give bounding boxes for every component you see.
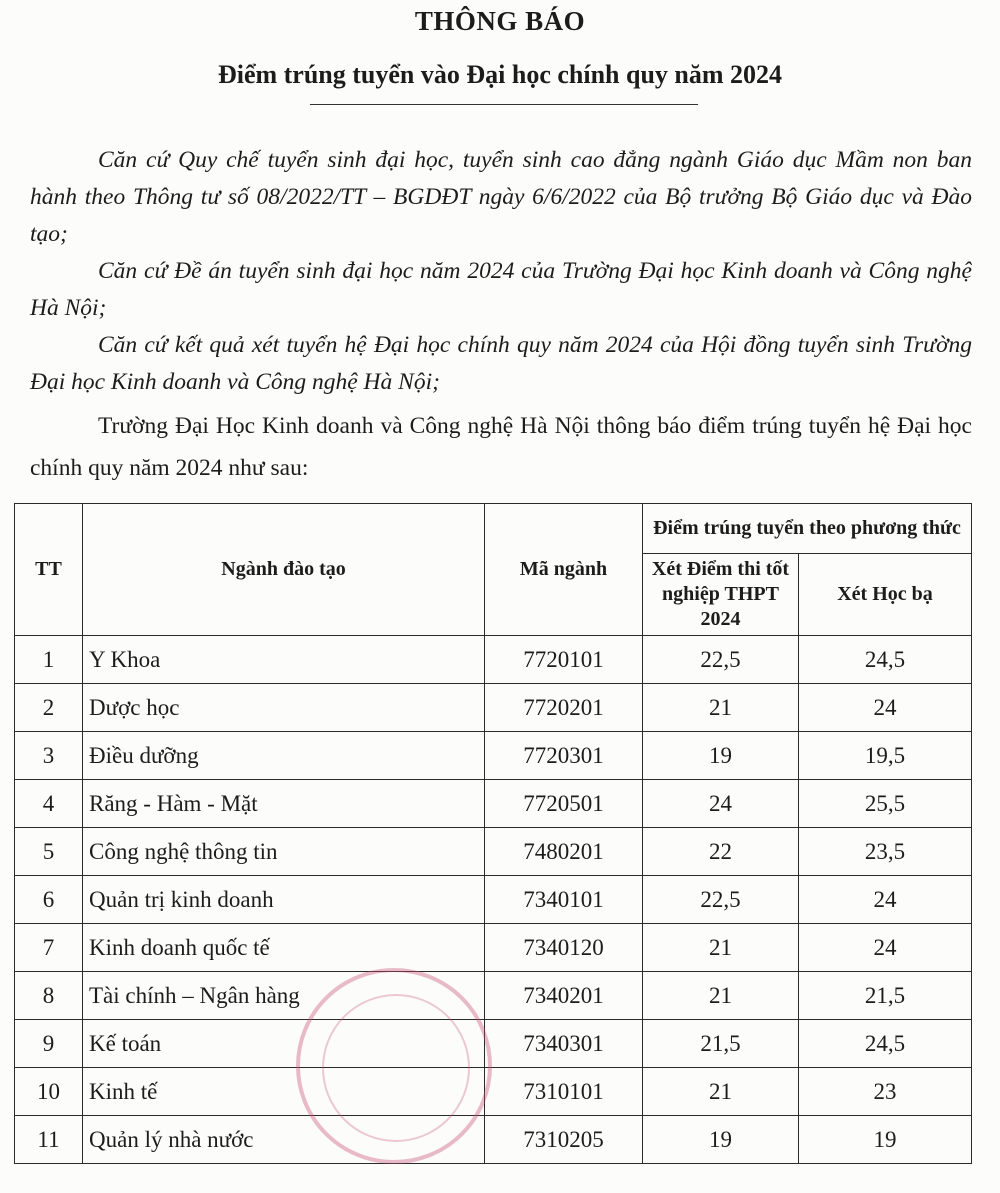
row-thpt-score: 21 — [643, 924, 799, 972]
row-hocba-score: 23 — [799, 1068, 972, 1116]
row-major-name: Kinh tế — [83, 1068, 485, 1116]
row-thpt-score: 19 — [643, 732, 799, 780]
row-number: 10 — [15, 1068, 83, 1116]
table-row — [15, 1116, 972, 1164]
row-hocba-score: 23,5 — [799, 828, 972, 876]
table-row — [15, 636, 972, 684]
row-hocba-score: 24 — [799, 876, 972, 924]
row-number: 9 — [15, 1020, 83, 1068]
announcement-paragraph: Trường Đại Học Kinh doanh và Công nghệ Hà Nội thông báo điểm trúng tuyển hệ Đại học chính quy năm 2024 như sau: — [30, 413, 972, 481]
row-major-name: Tài chính – Ngân hàng — [83, 972, 485, 1020]
table-row — [15, 876, 972, 924]
row-number: 6 — [15, 876, 83, 924]
header-tt: TT — [15, 504, 83, 636]
row-major-code: 7340120 — [485, 924, 643, 972]
row-number: 11 — [15, 1116, 83, 1164]
row-hocba-score: 24,5 — [799, 636, 972, 684]
table-row — [15, 732, 972, 780]
seal-inner-ring — [322, 994, 470, 1142]
basis-paragraph-2: Căn cứ Đề án tuyển sinh đại học năm 2024 của Trường Đại học Kinh doanh và Công nghệ Hà Nội; — [30, 258, 972, 321]
row-major-name: Quản trị kinh doanh — [83, 876, 485, 924]
row-major-code: 7720501 — [485, 780, 643, 828]
row-number: 2 — [15, 684, 83, 732]
row-major-code: 7340301 — [485, 1020, 643, 1068]
row-major-name: Điều dưỡng — [83, 732, 485, 780]
row-major-name: Răng - Hàm - Mặt — [83, 780, 485, 828]
basis-paragraph-1: Căn cứ Quy chế tuyển sinh đại học, tuyển sinh cao đẳng ngành Giáo dục Mầm non ban hành theo Thông tư số 08/2022/TT – BGDĐT ngày 6/6/2022 của Bộ trưởng Bộ Giáo dục và Đào tạo; — [30, 147, 972, 247]
row-number: 3 — [15, 732, 83, 780]
row-major-code: 7720301 — [485, 732, 643, 780]
row-major-name: Dược học — [83, 684, 485, 732]
notice-title: THÔNG BÁO — [414, 6, 586, 36]
row-hocba-score: 24 — [799, 684, 972, 732]
basis-paragraph-3: Căn cứ kết quả xét tuyển hệ Đại học chính quy năm 2024 của Hội đồng tuyển sinh Trường Đại học Kinh doanh và Công nghệ Hà Nội; — [30, 332, 972, 395]
admission-scores-table — [14, 503, 972, 1164]
title-underline — [310, 104, 698, 105]
row-major-name: Y Khoa — [83, 636, 485, 684]
university-seal — [296, 968, 492, 1164]
header-thpt: Xét Điểm thi tốt nghiệp THPT 2024 — [643, 554, 799, 636]
header-score-group: Điểm trúng tuyển theo phương thức — [643, 504, 972, 554]
row-number: 8 — [15, 972, 83, 1020]
table-row — [15, 1068, 972, 1116]
row-thpt-score: 19 — [643, 1116, 799, 1164]
row-major-code: 7720201 — [485, 684, 643, 732]
row-major-name: Kế toán — [83, 1020, 485, 1068]
row-hocba-score: 25,5 — [799, 780, 972, 828]
table-row — [15, 684, 972, 732]
row-thpt-score: 21 — [643, 684, 799, 732]
row-major-code: 7340201 — [485, 972, 643, 1020]
table-row — [15, 924, 972, 972]
row-hocba-score: 24 — [799, 924, 972, 972]
row-major-code: 7480201 — [485, 828, 643, 876]
table-body — [15, 636, 972, 1164]
row-major-name: Quản lý nhà nước — [83, 1116, 485, 1164]
row-thpt-score: 22,5 — [643, 636, 799, 684]
row-hocba-score: 19 — [799, 1116, 972, 1164]
row-thpt-score: 22,5 — [643, 876, 799, 924]
row-thpt-score: 22 — [643, 828, 799, 876]
row-number: 1 — [15, 636, 83, 684]
notice-subtitle: Điểm trúng tuyển vào Đại học chính quy năm 2024 — [217, 60, 783, 89]
row-thpt-score: 21,5 — [643, 1020, 799, 1068]
row-major-code: 7340101 — [485, 876, 643, 924]
header-major: Ngành đào tạo — [83, 504, 485, 636]
table-row — [15, 828, 972, 876]
table-row — [15, 780, 972, 828]
row-major-name: Kinh doanh quốc tế — [83, 924, 485, 972]
row-hocba-score: 24,5 — [799, 1020, 972, 1068]
row-number: 4 — [15, 780, 83, 828]
table-row — [15, 972, 972, 1020]
header-hocba: Xét Học bạ — [799, 554, 972, 636]
row-number: 7 — [15, 924, 83, 972]
row-major-code: 7720101 — [485, 636, 643, 684]
row-hocba-score: 21,5 — [799, 972, 972, 1020]
row-thpt-score: 21 — [643, 1068, 799, 1116]
row-major-name: Công nghệ thông tin — [83, 828, 485, 876]
table-row — [15, 1020, 972, 1068]
row-major-code: 7310205 — [485, 1116, 643, 1164]
row-thpt-score: 21 — [643, 972, 799, 1020]
row-number: 5 — [15, 828, 83, 876]
row-hocba-score: 19,5 — [799, 732, 972, 780]
row-thpt-score: 24 — [643, 780, 799, 828]
row-major-code: 7310101 — [485, 1068, 643, 1116]
header-code: Mã ngành — [485, 504, 643, 636]
